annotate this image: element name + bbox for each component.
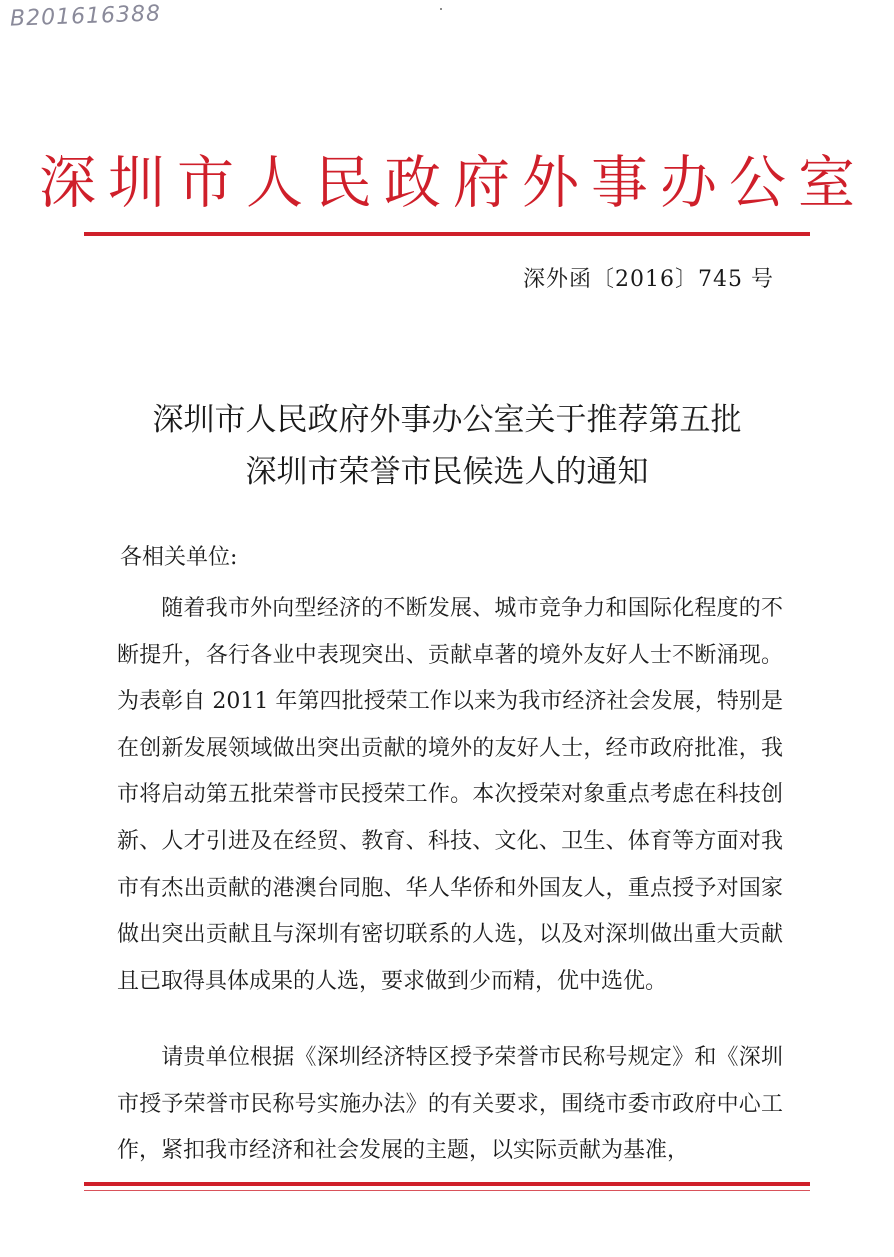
letterhead-red-rule [84,232,810,236]
footer-red-rule-thin [84,1190,810,1191]
letterhead-title: 深圳市人民政府外事办公室 [39,150,867,216]
body-paragraph-1 [117,586,783,1005]
body-paragraph-2-text: 请贵单位根据《深圳经济特区授予荣誉市民称号规定》和《深圳市授予荣誉市民称号实施办法》的有关要求，围绕市委市政府中心工作，紧扣我市经济和社会发展的主题，以实际贡献为基准， [117,1045,783,1164]
document-title-line-1: 深圳市人民政府外事办公室关于推荐第五批 [152,402,742,438]
body-paragraph-2 [117,1035,783,1175]
document-number: 深外函〔2016〕745 号 [523,267,774,292]
document-title-line-2: 深圳市荣誉市民候选人的通知 [245,454,649,490]
body-paragraph-1-text: 随着我市外向型经济的不断发展、城市竞争力和国际化程度的不断提升，各行各业中表现突出、贡献卓著的境外友好人士不断涌现。为表彰自 2011 年第四批授荣工作以来为我市经济社会发展，特别是在创新发展领域做出突出贡献的境外的友好人士，经市政府批准，我市将启动第五批荣誉市民授荣工作。本次授荣对象重点考虑在科技创新、人才引进及在经贸、教育、科技、文化、卫生、体育等方面对我市有杰出贡献的港澳台同胞、华人华侨和外国友人，重点授予对国家做出突出贡献且与深圳有密切联系的人选，以及对深圳做出重大贡献且已取得具体成果的人选，要求做到少而精，优中选优。 [117,596,783,994]
footer-red-rule [84,1182,810,1186]
scan-speck [440,8,442,10]
salutation: 各相关单位: [120,545,238,570]
handwritten-code: B201616388 [9,1,162,32]
